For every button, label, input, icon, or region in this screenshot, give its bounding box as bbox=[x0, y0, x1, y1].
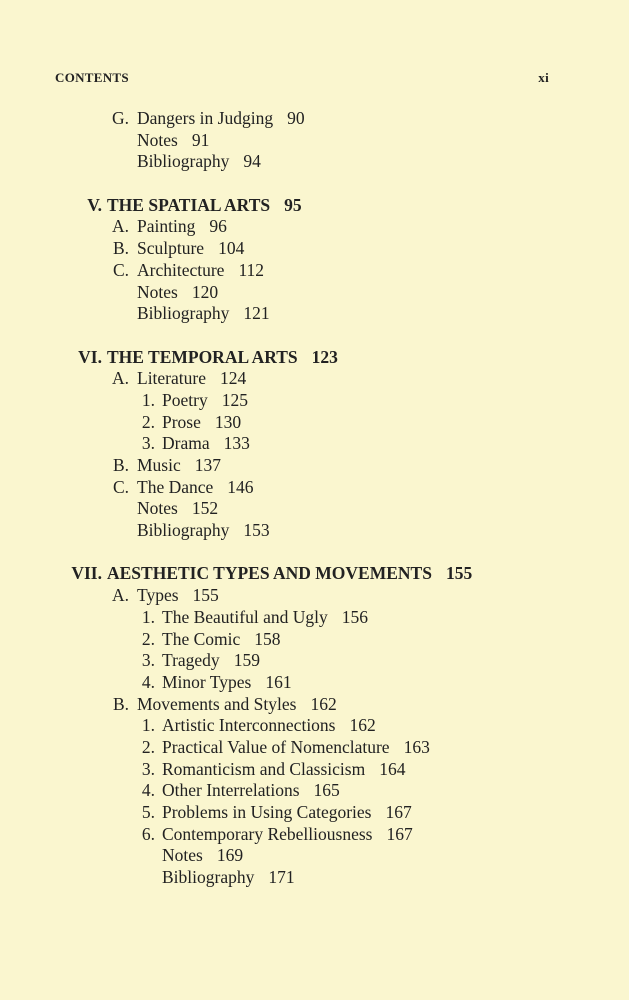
toc-entry-page: 156 bbox=[341, 606, 368, 627]
toc-entry-title: Prose bbox=[162, 411, 201, 432]
toc-entry-number: 3. bbox=[141, 758, 155, 779]
toc-entry-number: VII. bbox=[71, 563, 102, 584]
toc-chapter-entry bbox=[0, 347, 629, 369]
toc-entry-page: 161 bbox=[265, 671, 292, 692]
toc-entry-page: 120 bbox=[191, 281, 219, 302]
toc-entry bbox=[0, 433, 629, 455]
toc-entry-page: 90 bbox=[287, 108, 305, 128]
toc-entry-number: 1. bbox=[141, 389, 155, 410]
toc-entry-title: THE SPATIAL ARTS bbox=[107, 194, 271, 215]
toc-entry-title: The Beautiful and Ugly bbox=[162, 606, 328, 627]
toc-entry-title: Architecture bbox=[137, 259, 225, 280]
toc-entry-page: 164 bbox=[379, 758, 406, 779]
toc-entry-number: G. bbox=[111, 108, 129, 128]
toc-entry bbox=[0, 108, 629, 130]
toc-entry-title: Dangers in Judging bbox=[137, 108, 274, 128]
toc-entry-page: 121 bbox=[243, 303, 270, 324]
toc-entry-page: 133 bbox=[223, 433, 250, 454]
toc-entry bbox=[0, 672, 629, 694]
toc-entry-number: 1. bbox=[141, 715, 155, 736]
toc-entry-number: V. bbox=[87, 194, 102, 215]
toc-entry-title: Painting bbox=[137, 216, 196, 237]
toc-entry-title: Bibliography bbox=[162, 867, 255, 888]
toc-entry-title: AESTHETIC TYPES AND MOVEMENTS bbox=[107, 563, 432, 584]
toc-entry bbox=[0, 824, 629, 846]
toc-entry bbox=[0, 520, 629, 542]
toc-entry-title: Contemporary Rebelliousness bbox=[162, 823, 373, 844]
toc-entry-title: Music bbox=[137, 455, 181, 475]
toc-entry-page: 91 bbox=[191, 129, 210, 150]
toc-entry-page: 162 bbox=[310, 693, 337, 714]
toc-entry-title: Types bbox=[137, 585, 179, 606]
toc-entry bbox=[0, 216, 629, 238]
running-header bbox=[0, 70, 629, 90]
toc-entry-page: 96 bbox=[209, 216, 227, 237]
toc-entry-title: The Comic bbox=[162, 628, 241, 649]
toc-entry-page: 112 bbox=[238, 259, 265, 280]
toc-entry-page: 167 bbox=[386, 823, 413, 844]
toc-entry bbox=[0, 477, 629, 499]
toc-entry-page: 155 bbox=[192, 585, 219, 606]
toc-entry-title: Other Interrelations bbox=[162, 780, 300, 801]
toc-entry-title: Notes bbox=[137, 129, 178, 150]
toc-entry bbox=[0, 715, 629, 737]
toc-entry-title: The Dance bbox=[137, 476, 214, 497]
section-gap bbox=[0, 542, 629, 564]
toc-entry-number: C. bbox=[112, 476, 129, 497]
toc-entry bbox=[0, 368, 629, 390]
toc-entry-title: Notes bbox=[162, 845, 203, 866]
toc-entry-page: 165 bbox=[313, 780, 340, 801]
toc-entry-page: 167 bbox=[385, 802, 412, 822]
toc-entry-page: 124 bbox=[219, 368, 247, 389]
toc-entry-number: A. bbox=[111, 368, 129, 389]
toc-entry bbox=[0, 845, 629, 867]
toc-entry-title: Poetry bbox=[162, 389, 208, 410]
toc-entry-number: 2. bbox=[141, 411, 155, 432]
toc-entry bbox=[0, 629, 629, 651]
toc-entry-number: 5. bbox=[141, 802, 155, 822]
toc-entry-page: 153 bbox=[243, 520, 270, 541]
toc-entry-page: 155 bbox=[445, 563, 473, 584]
toc-entry-page: 130 bbox=[214, 411, 242, 432]
toc-entry bbox=[0, 607, 629, 629]
toc-entry-page: 125 bbox=[221, 389, 248, 410]
toc-entry-title: Movements and Styles bbox=[137, 693, 297, 714]
toc-entry-title: Bibliography bbox=[137, 303, 230, 324]
toc-entry-page: 137 bbox=[194, 455, 221, 475]
toc-list bbox=[0, 108, 629, 889]
toc-chapter-entry bbox=[0, 563, 629, 585]
toc-entry bbox=[0, 759, 629, 781]
toc-entry-page: 95 bbox=[284, 194, 302, 215]
toc-entry-title: Tragedy bbox=[162, 650, 220, 671]
toc-entry-page: 159 bbox=[233, 650, 260, 671]
toc-entry-number: A. bbox=[111, 216, 129, 237]
toc-chapter-entry bbox=[0, 195, 629, 217]
toc-entry-number: B. bbox=[112, 455, 129, 475]
section-gap bbox=[0, 173, 629, 195]
toc-entry-title: Bibliography bbox=[137, 520, 230, 541]
toc-entry bbox=[0, 780, 629, 802]
toc-entry bbox=[0, 802, 629, 824]
toc-entry bbox=[0, 585, 629, 607]
toc-entry-number: 6. bbox=[141, 823, 155, 844]
toc-entry-title: THE TEMPORAL ARTS bbox=[107, 346, 298, 367]
toc-entry-title: Problems in Using Categories bbox=[162, 802, 372, 822]
toc-entry-number: 2. bbox=[141, 628, 155, 649]
toc-entry-page: 94 bbox=[243, 151, 261, 172]
toc-entry bbox=[0, 260, 629, 282]
toc-entry-page: 158 bbox=[254, 628, 281, 649]
toc-entry-title: Artistic Interconnections bbox=[162, 715, 336, 736]
toc-entry-page: 123 bbox=[311, 346, 338, 367]
header-title: CONTENTS bbox=[55, 70, 129, 85]
toc-entry bbox=[0, 737, 629, 759]
toc-entry-number: 1. bbox=[141, 606, 155, 627]
toc-entry-number: B. bbox=[112, 238, 129, 259]
toc-entry-number: A. bbox=[111, 585, 129, 606]
toc-entry-title: Practical Value of Nomenclature bbox=[162, 736, 390, 757]
toc-entry-page: 104 bbox=[218, 238, 245, 259]
toc-entry bbox=[0, 238, 629, 260]
toc-entry-title: Bibliography bbox=[137, 151, 230, 172]
toc-entry-number: 3. bbox=[141, 433, 155, 454]
toc-entry-title: Romanticism and Classicism bbox=[162, 758, 366, 779]
toc-entry-title: Minor Types bbox=[162, 671, 252, 692]
toc-entry-page: 152 bbox=[191, 498, 219, 519]
toc-entry bbox=[0, 303, 629, 325]
toc-entry-title: Notes bbox=[137, 498, 178, 519]
toc-entry-page: 162 bbox=[349, 715, 376, 736]
toc-entry-title: Sculpture bbox=[137, 238, 205, 259]
toc-entry-number: VI. bbox=[78, 346, 102, 367]
toc-entry bbox=[0, 130, 629, 152]
toc-entry-page: 146 bbox=[227, 476, 254, 497]
section-gap bbox=[0, 325, 629, 347]
toc-entry-number: B. bbox=[112, 693, 129, 714]
toc-entry bbox=[0, 390, 629, 412]
toc-entry-page: 169 bbox=[216, 845, 244, 866]
toc-entry-title: Literature bbox=[137, 368, 206, 389]
header-page-number: xi bbox=[538, 70, 549, 85]
toc-entry bbox=[0, 867, 629, 889]
toc-entry-number: 2. bbox=[141, 736, 155, 757]
toc-entry bbox=[0, 650, 629, 672]
toc-entry bbox=[0, 151, 629, 173]
toc-entry bbox=[0, 412, 629, 434]
toc-entry-number: C. bbox=[112, 259, 129, 280]
toc-entry bbox=[0, 282, 629, 304]
toc-entry bbox=[0, 498, 629, 520]
toc-entry-title: Notes bbox=[137, 281, 178, 302]
toc-entry bbox=[0, 455, 629, 477]
toc-entry-title: Drama bbox=[162, 433, 210, 454]
toc-entry-page: 171 bbox=[268, 867, 295, 888]
toc-entry bbox=[0, 694, 629, 716]
toc-entry-number: 3. bbox=[141, 650, 155, 671]
toc-entry-number: 4. bbox=[141, 671, 155, 692]
toc-entry-number: 4. bbox=[141, 780, 155, 801]
toc-entry-page: 163 bbox=[403, 736, 430, 757]
